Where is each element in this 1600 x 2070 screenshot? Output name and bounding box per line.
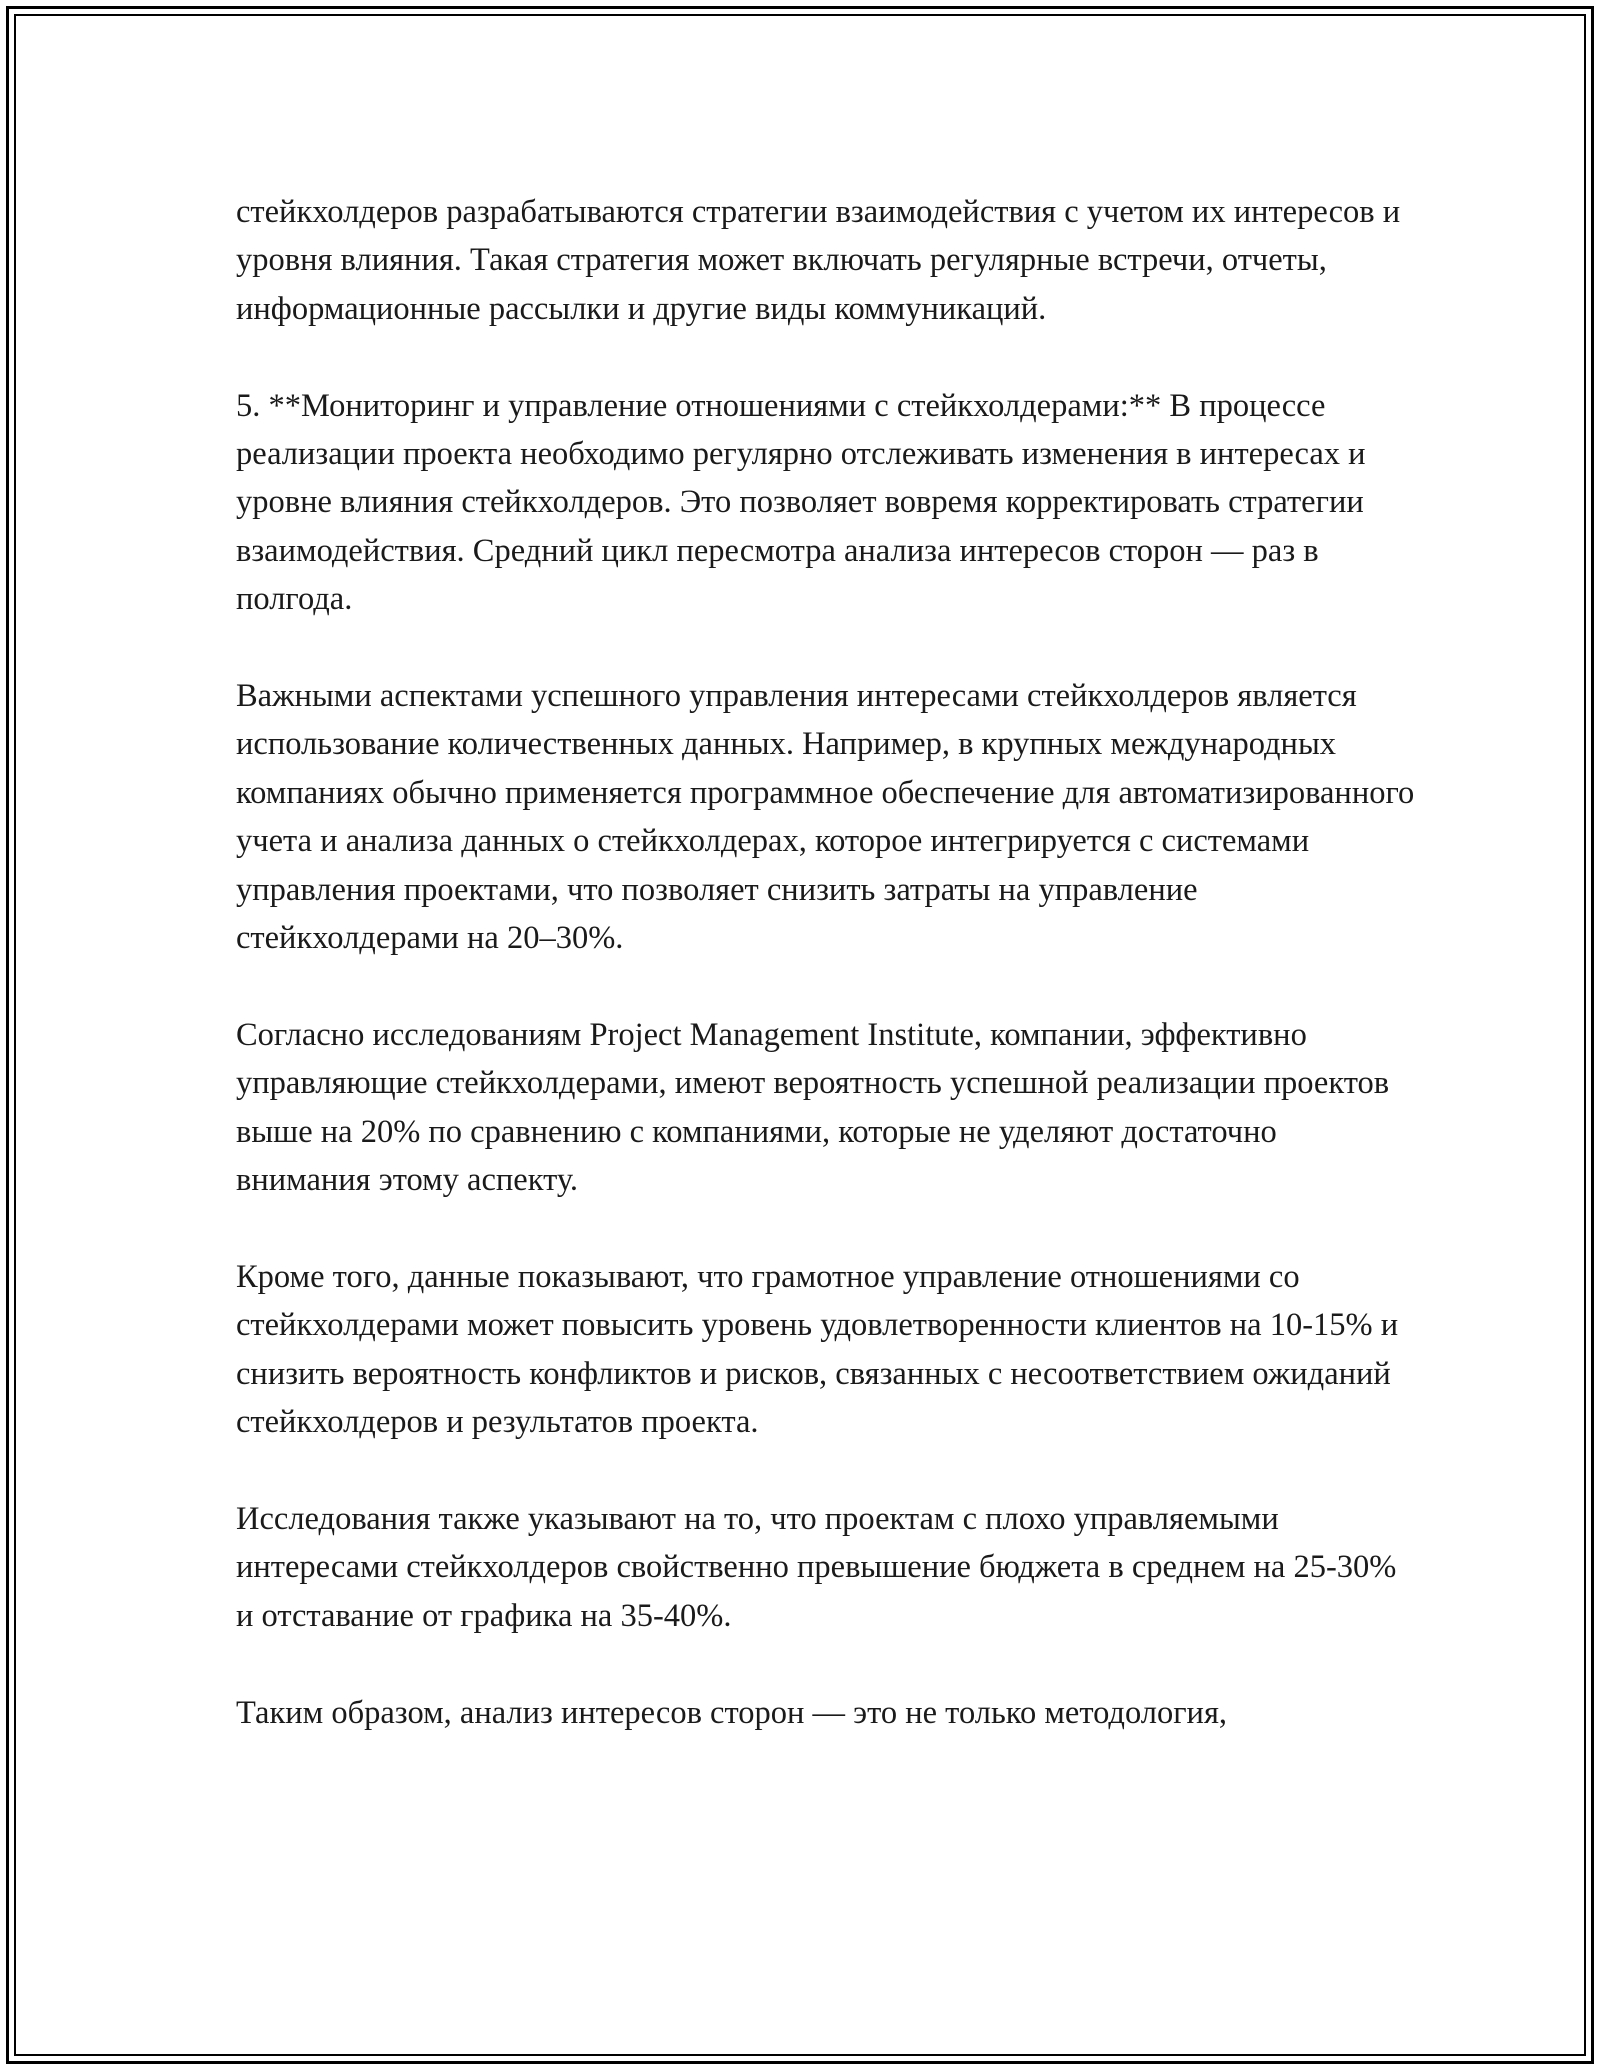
paragraph-quantitative-data: Важными аспектами успешного управления интересами стейкхолдеров является использование количественных данных. Например, в крупных международных компаниях обычно применяется программное обеспечение для автоматизированного учета и анализа данных о стейкхолдерах, которое интегрируется с системами управления проектами, что позволяет снизить затраты на управление стейкхолдерами на 20–30%. [236,678,1415,957]
paragraph-budget-overrun: Исследования также указывают на то, что проектам с плохо управляемыми интересами стейкхолдеров свойственно превышение бюджета в среднем на 25-30% и отставание от графика на 35-40%. [236,1500,1397,1634]
paragraph-monitoring: 5. **Мониторинг и управление отношениями с стейкхолдерами:** В процессе реализации проекта необходимо регулярно отслеживать изменения в интересах и уровне влияния стейкхолдеров. Это позволяет вовремя корректировать стратегии взаимодействия. Средний цикл пересмотра анализа интересов сторон — раз в полгода. [236,387,1366,618]
paragraph-client-satisfaction: Кроме того, данные показывают, что грамотное управление отношениями со стейкхолдерами может повысить уровень удовлетворенности клиентов на 10-15% и снизить вероятность конфликтов и рисков, связанных с несоответствием ожиданий стейкхолдеров и результатов проекта. [236,1258,1399,1441]
paragraph-pmi-research: Согласно исследованиям Project Management Institute, компании, эффективно управляющие стейкхолдерами, имеют вероятность успешной реализации проектов выше на 20% по сравнению с компаниями, которые не уделяют достаточно внимания этому аспекту. [236,1016,1390,1199]
paragraph-conclusion: Таким образом, анализ интересов сторон — это не только методология, [236,1694,1228,1731]
paragraph-engagement-strategy: стейкхолдеров разрабатываются стратегии взаимодействия с учетом их интересов и уровня влияния. Такая стратегия может включать регулярные встречи, отчеты, информационные рассылки и другие виды коммуникаций. [236,194,1401,327]
document-body [236,188,1416,1737]
